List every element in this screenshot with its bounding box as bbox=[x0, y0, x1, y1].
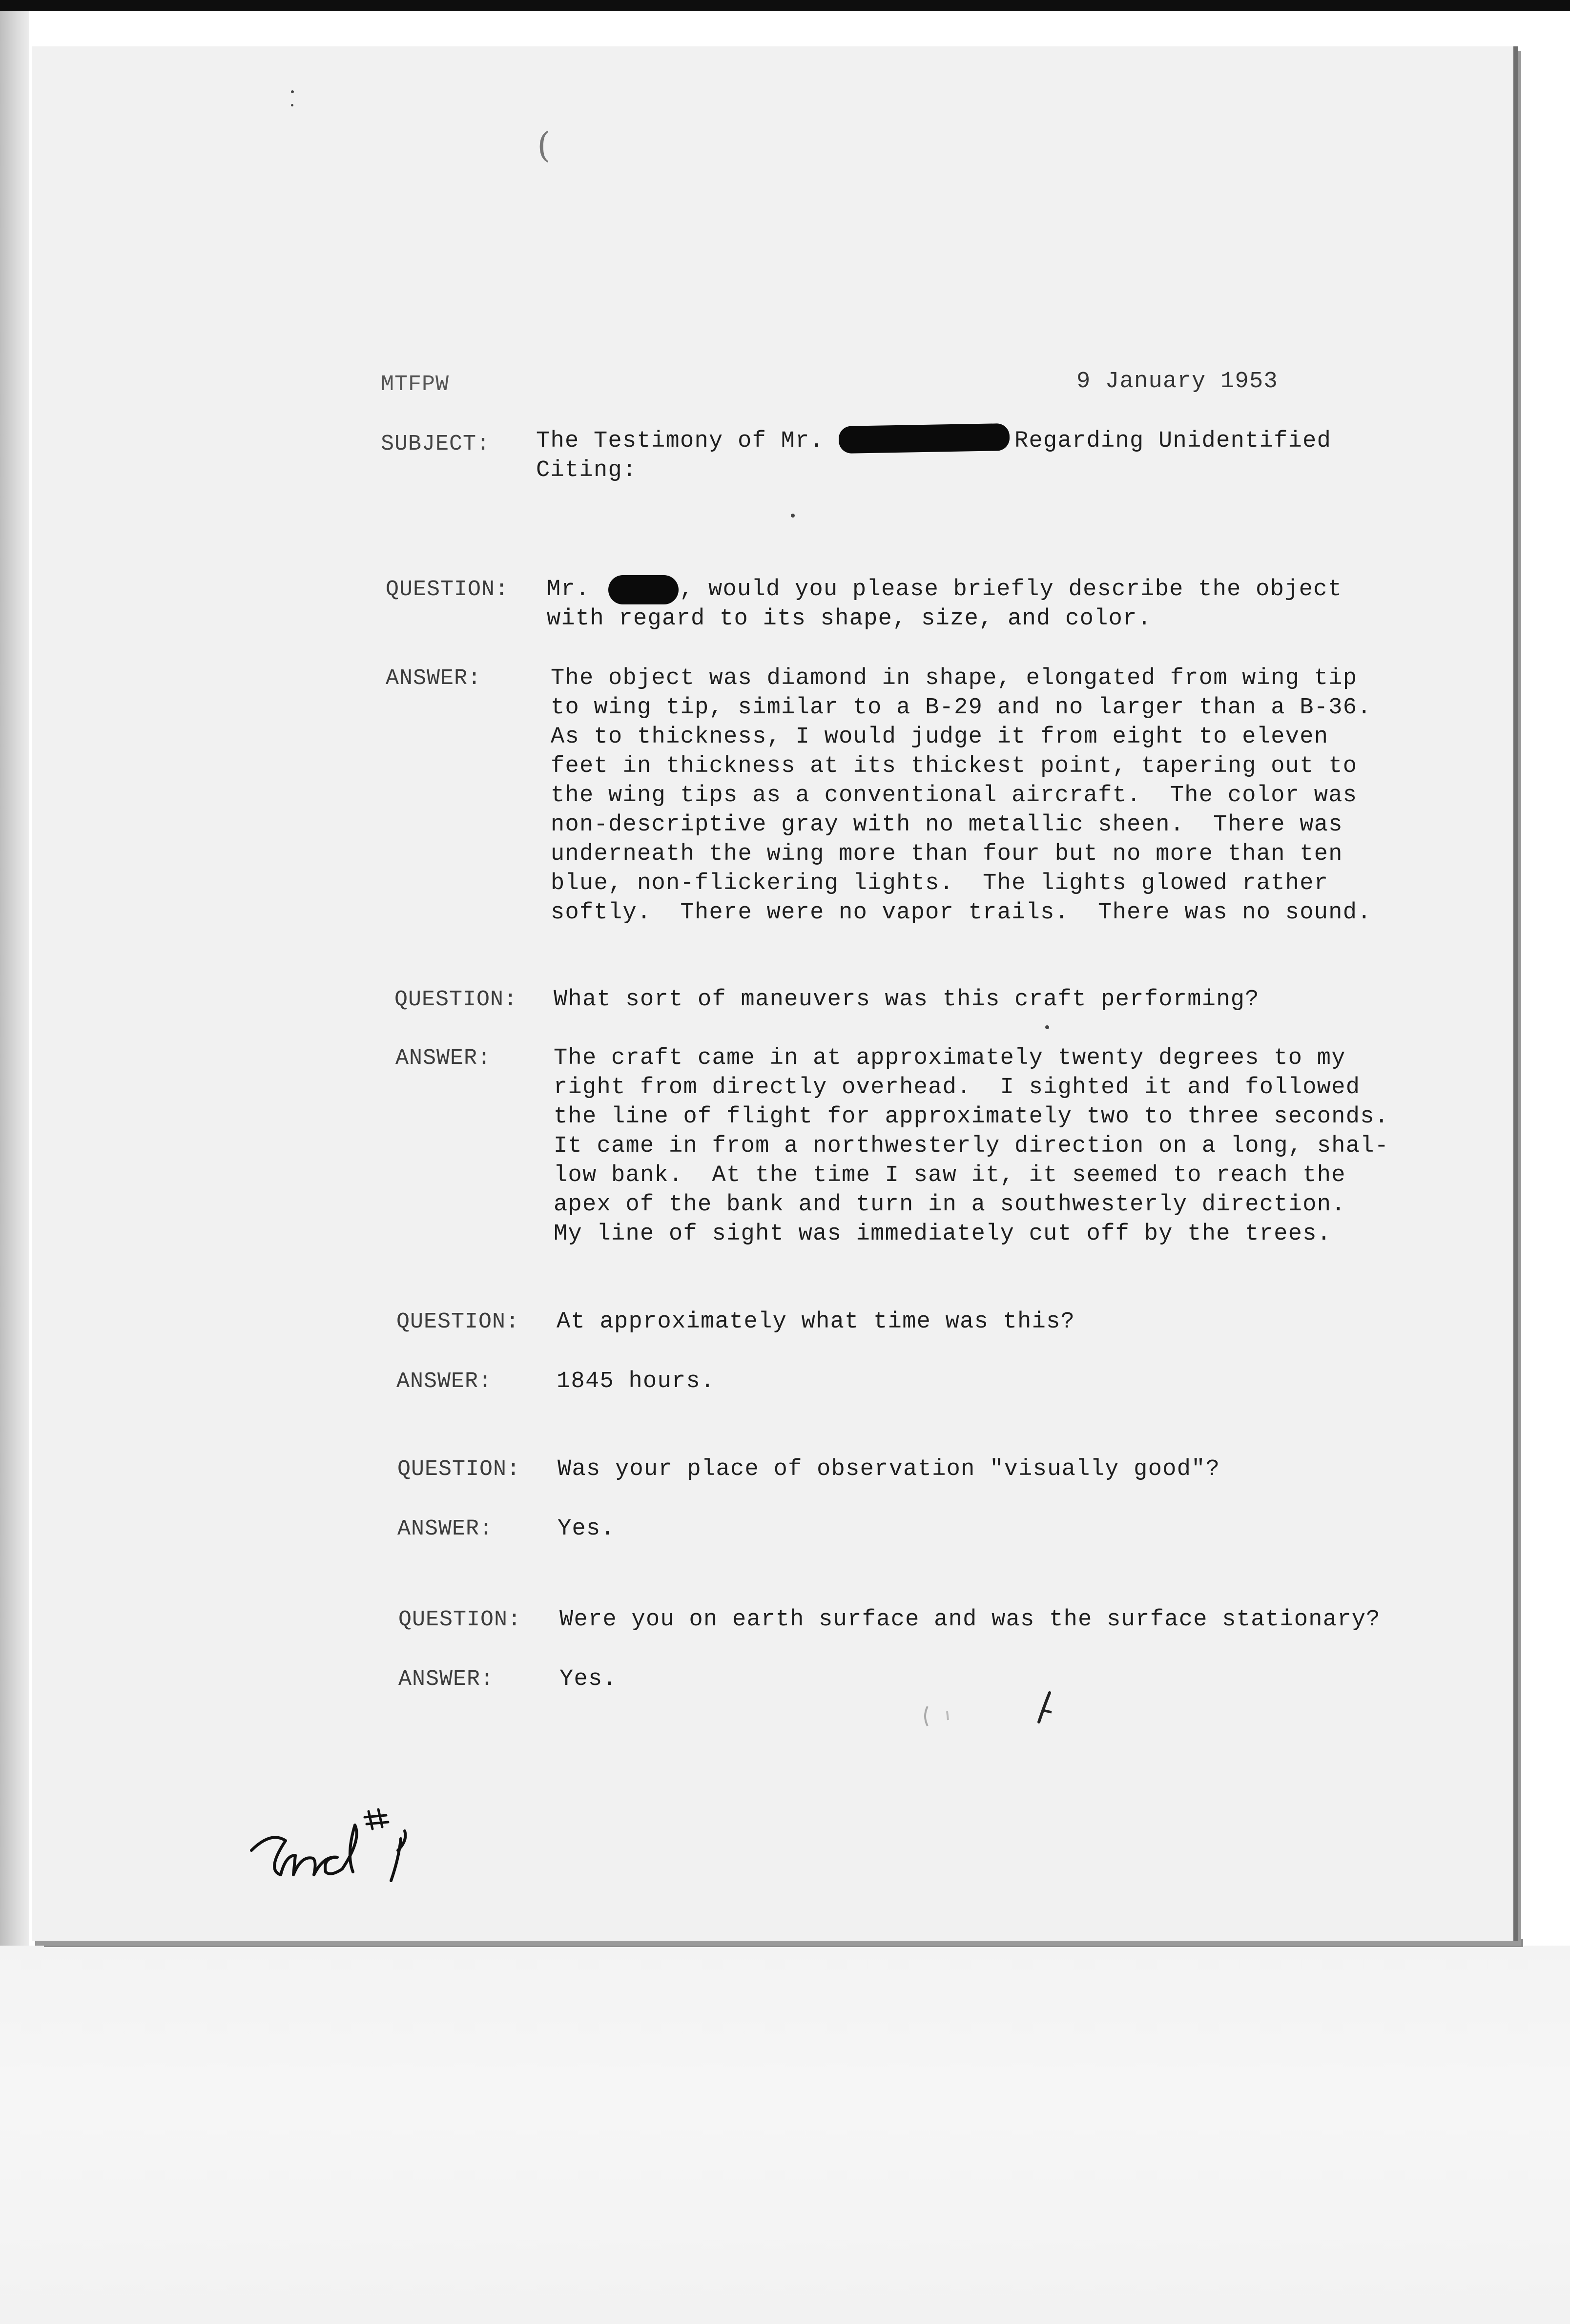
question-label: QUESTION: bbox=[398, 1607, 522, 1632]
answer-line: the wing tips as a conventional aircraft. The color was bbox=[551, 783, 1358, 809]
answer-label: ANSWER: bbox=[396, 1369, 493, 1394]
answer-line: The craft came in at approximately twenty degrees to my bbox=[554, 1045, 1346, 1071]
question-text: Were you on earth surface and was the surface stationary? bbox=[559, 1607, 1381, 1633]
answer-line: My line of sight was immediately cut off by the trees. bbox=[554, 1221, 1332, 1247]
answer-line: Yes. bbox=[558, 1516, 616, 1542]
question-text: At approximately what time was this? bbox=[557, 1309, 1075, 1335]
question-text: , would you please briefly describe the object bbox=[680, 577, 1343, 602]
answer-label: ANSWER: bbox=[386, 666, 482, 691]
speck bbox=[1045, 1025, 1049, 1029]
question-text: What sort of maneuvers was this craft performing? bbox=[554, 987, 1260, 1013]
subject-line-1-cont: Regarding Unidentified bbox=[1014, 428, 1332, 454]
answer-line: non-descriptive gray with no metallic sheen. There was bbox=[551, 812, 1343, 838]
subject-line-2: Citing: bbox=[536, 457, 637, 483]
speck bbox=[791, 514, 795, 518]
answer-label: ANSWER: bbox=[398, 1667, 495, 1692]
question-text: Mr. bbox=[547, 577, 590, 602]
answer-line: low bank. At the time I saw it, it seemed to reach the bbox=[554, 1162, 1346, 1188]
subject-line-1: The Testimony of Mr. bbox=[536, 428, 825, 454]
answer-line: apex of the bank and turn in a southwesterly direction. bbox=[554, 1192, 1346, 1218]
speck bbox=[291, 104, 293, 106]
question-label: QUESTION: bbox=[386, 577, 509, 602]
question-text: Was your place of observation "visually good"? bbox=[558, 1456, 1220, 1482]
answer-line: blue, non-flickering lights. The lights glowed rather bbox=[551, 871, 1329, 896]
document-date: 9 January 1953 bbox=[1076, 369, 1279, 394]
stray-mark: ( bbox=[537, 124, 551, 166]
redaction-bar bbox=[839, 423, 1010, 454]
question-label: QUESTION: bbox=[394, 987, 518, 1012]
faint-handwritten-marks bbox=[918, 1687, 1054, 1741]
subject-label: SUBJECT: bbox=[381, 432, 491, 456]
film-background-bottom bbox=[0, 1946, 1570, 2324]
handwritten-enclosure-note bbox=[247, 1792, 432, 1889]
answer-line: The object was diamond in shape, elongated from wing tip bbox=[551, 665, 1358, 691]
answer-line: right from directly overhead. I sighted it and followed bbox=[554, 1075, 1361, 1100]
answer-line: feet in thickness at its thickest point, tapering out to bbox=[551, 753, 1358, 779]
answer-line: underneath the wing more than four but no more than ten bbox=[551, 841, 1343, 867]
redaction-bar bbox=[608, 575, 679, 604]
answer-line: 1845 hours. bbox=[557, 1369, 715, 1394]
answer-line: to wing tip, similar to a B-29 and no larger than a B-36. bbox=[551, 695, 1372, 721]
office-symbol: MTFPW bbox=[381, 372, 450, 397]
answer-line: Yes. bbox=[559, 1666, 618, 1692]
question-label: QUESTION: bbox=[397, 1457, 521, 1482]
answer-line: It came in from a northwesterly direction on a long, shal- bbox=[554, 1133, 1389, 1159]
answer-line: As to thickness, I would judge it from eight to eleven bbox=[551, 724, 1329, 750]
film-border-left bbox=[0, 11, 29, 1946]
answer-label: ANSWER: bbox=[397, 1516, 494, 1541]
question-label: QUESTION: bbox=[396, 1309, 520, 1334]
answer-label: ANSWER: bbox=[395, 1046, 492, 1071]
question-text: with regard to its shape, size, and color. bbox=[547, 606, 1152, 632]
speck bbox=[291, 90, 294, 93]
answer-line: the line of flight for approximately two to three seconds. bbox=[554, 1104, 1389, 1130]
film-border-top bbox=[0, 0, 1570, 11]
answer-line: softly. There were no vapor trails. There was no sound. bbox=[551, 900, 1372, 926]
